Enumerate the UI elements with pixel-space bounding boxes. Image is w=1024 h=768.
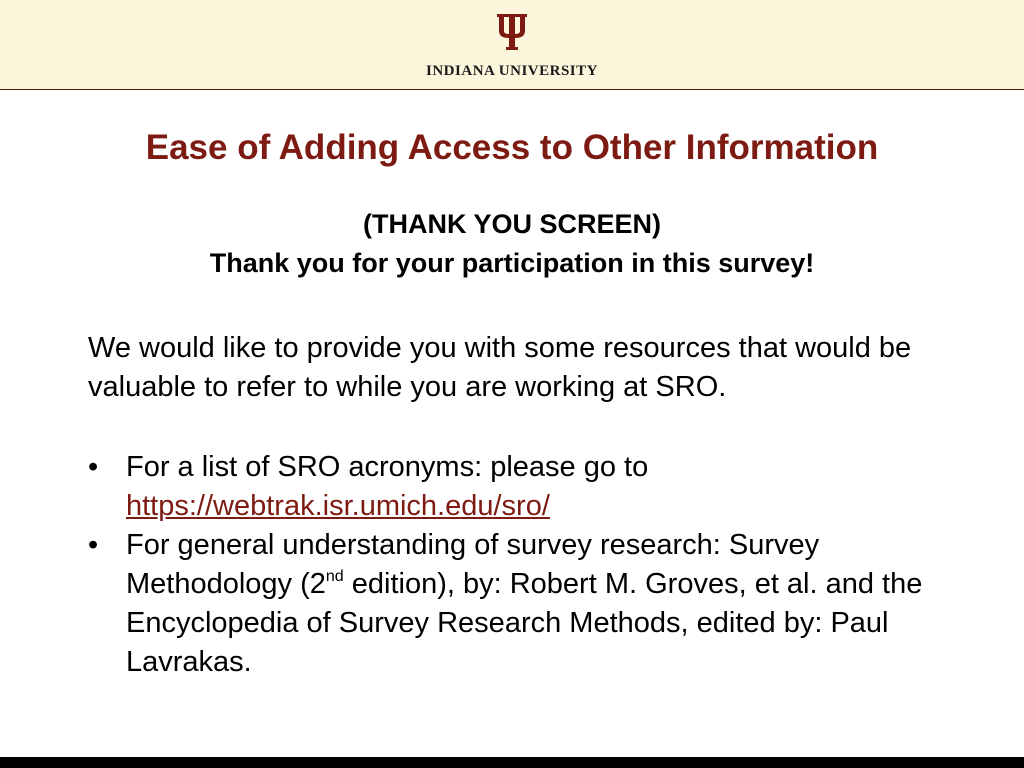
header-band xyxy=(0,0,1024,90)
footer-bar xyxy=(0,757,1024,768)
thank-you-message: Thank you for your participation in this survey! xyxy=(209,248,815,278)
acronyms-link[interactable]: https://webtrak.isr.umich.edu/sro/ xyxy=(126,490,550,522)
iu-trident-icon xyxy=(497,14,527,50)
resource-list xyxy=(88,448,948,682)
list-item xyxy=(88,448,948,526)
bullet-icon: • xyxy=(88,451,99,483)
list-item xyxy=(88,526,948,682)
bullet-text: For general understanding of survey research: Survey Methodology (2 xyxy=(126,529,820,600)
superscript: nd xyxy=(325,568,344,585)
bullet-icon: • xyxy=(88,529,99,561)
university-name: INDIANA UNIVERSITY xyxy=(426,63,598,79)
thank-you-block xyxy=(0,205,1024,283)
intro-paragraph: We would like to provide you with some resources that would be valuable to refer to while you are working at SRO. xyxy=(88,332,912,403)
bullet-text: For a list of SRO acronyms: please go to xyxy=(126,451,649,483)
slide-title: Ease of Adding Access to Other Information xyxy=(145,128,879,167)
bullet-text-continued: edition), by: Robert M. Groves, et al. and the Encyclopedia of Survey Research Methods, edited by: Paul Lavrakas. xyxy=(126,568,923,678)
screen-label: (THANK YOU SCREEN) xyxy=(362,209,661,239)
